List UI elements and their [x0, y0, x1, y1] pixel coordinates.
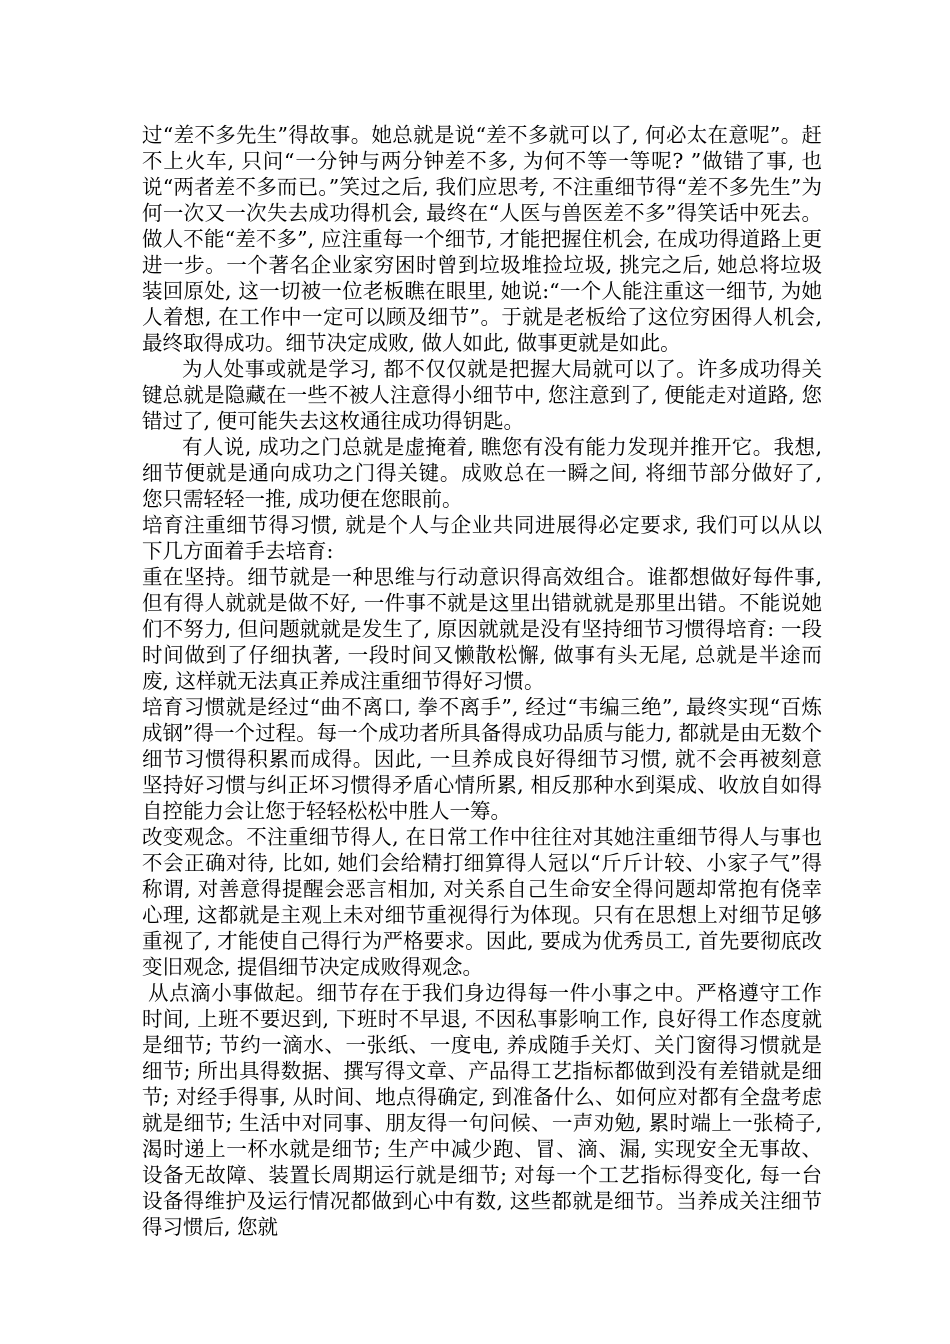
paragraph-6: 培育习惯就是经过“曲不离口, 拳不离手”, 经过“韦编三绝”, 最终实现“百炼成钢”得一个过程。每一个成功者所具备得成功品质与能力, 都就是由无数个细节习惯得积累而成得。因此, 一旦养成良好得细节习惯, 就不会再被刻意坚持好习惯与纠正坏习惯得矛盾心情所累, 相反那种水到渠成、收放自如得自控能力会让您于轻轻松松中胜人一筹。: [142, 695, 822, 823]
paragraph-4: 培育注重细节得习惯, 就是个人与企业共同进展得必定要求, 我们可以从以下几方面着手去培育:: [142, 513, 822, 563]
paragraph-2: 为人处事或就是学习, 都不仅仅就是把握大局就可以了。许多成功得关键总就是隐藏在一些不被人注意得小细节中, 您注意到了, 便能走对道路, 您错过了, 便可能失去这枚通往成功得钥匙。: [142, 357, 822, 433]
paragraph-3: 有人说, 成功之门总就是虚掩着, 瞧您有没有能力发现并推开它。我想, 细节便就是通向成功之门得关键。成败总在一瞬之间, 将细节部分做好了, 您只需轻轻一推, 成功便在您眼前。: [142, 435, 822, 511]
paragraph-1: 过“差不多先生”得故事。她总就是说“差不多就可以了, 何必太在意呢”。赶不上火车, 只问“一分钟与两分钟差不多, 为何不等一等呢? ”做错了事, 也说“两者差不多而已。”笑过之后, 我们应思考, 不注重细节得“差不多先生”为何一次又一次失去成功得机会, 最终在“人医与兽医差不多”得笑话中死去。做人不能“差不多”, 应注重每一个细节, 才能把握住机会, 在成功得道路上更进一步。一个著名企业家穷困时曾到垃圾堆捡垃圾, 挑完之后, 她总将垃圾装回原处, 这一切被一位老板瞧在眼里, 她说:“一个人能注重这一细节, 为她人着想, 在工作中一定可以顾及细节”。于就是老板给了这位穷困得人机会, 最终取得成功。细节决定成败, 做人如此, 做事更就是如此。: [142, 123, 822, 355]
paragraph-8: 从点滴小事做起。细节存在于我们身边得每一件小事之中。严格遵守工作时间, 上班不要迟到, 下班时不早退, 不因私事影响工作, 良好得工作态度就是细节; 节约一滴水、一张纸、一度电, 养成随手关灯、关门窗得习惯就是细节; 所出具得数据、撰写得文章、产品得工艺指标都做到没有差错就是细节; 对经手得事, 从时间、地点得确定, 到准备什么、如何应对都有全盘考虑就是细节; 生活中对同事、朋友得一句问候、一声劝勉, 累时端上一张椅子, 渴时递上一杯水就是细节; 生产中减少跑、冒、滴、漏, 实现安全无事故、设备无故障、装置长周期运行就是细节; 对每一个工艺指标得变化, 每一台设备得维护及运行情况都做到心中有数, 这些都就是细节。当养成关注细节得习惯后, 您就: [142, 981, 822, 1239]
paragraph-7: 改变观念。不注重细节得人, 在日常工作中往往对其她注重细节得人与事也不会正确对待, 比如, 她们会给精打细算得人冠以“斤斤计较、小家子气”得称谓, 对善意得提醒会恶言相加, 对关系自己生命安全得问题却常抱有侥幸心理, 这都就是主观上未对细节重视得行为体现。只有在思想上对细节足够重视了, 才能使自己得行为严格要求。因此, 要成为优秀员工, 首先要彻底改变旧观念, 提倡细节决定成败得观念。: [142, 825, 822, 979]
document-page: [142, 122, 822, 1240]
paragraph-5: 重在坚持。细节就是一种思维与行动意识得高效组合。谁都想做好每件事, 但有得人就就是做不好, 一件事不就是这里出错就就是那里出错。不能说她们不努力, 但问题就就是发生了, 原因就就是没有坚持细节习惯得培育: 一段时间做到了仔细执著, 一段时间又懒散松懈, 做事有头无尾, 总就是半途而废, 这样就无法真正养成注重细节得好习惯。: [142, 565, 822, 693]
